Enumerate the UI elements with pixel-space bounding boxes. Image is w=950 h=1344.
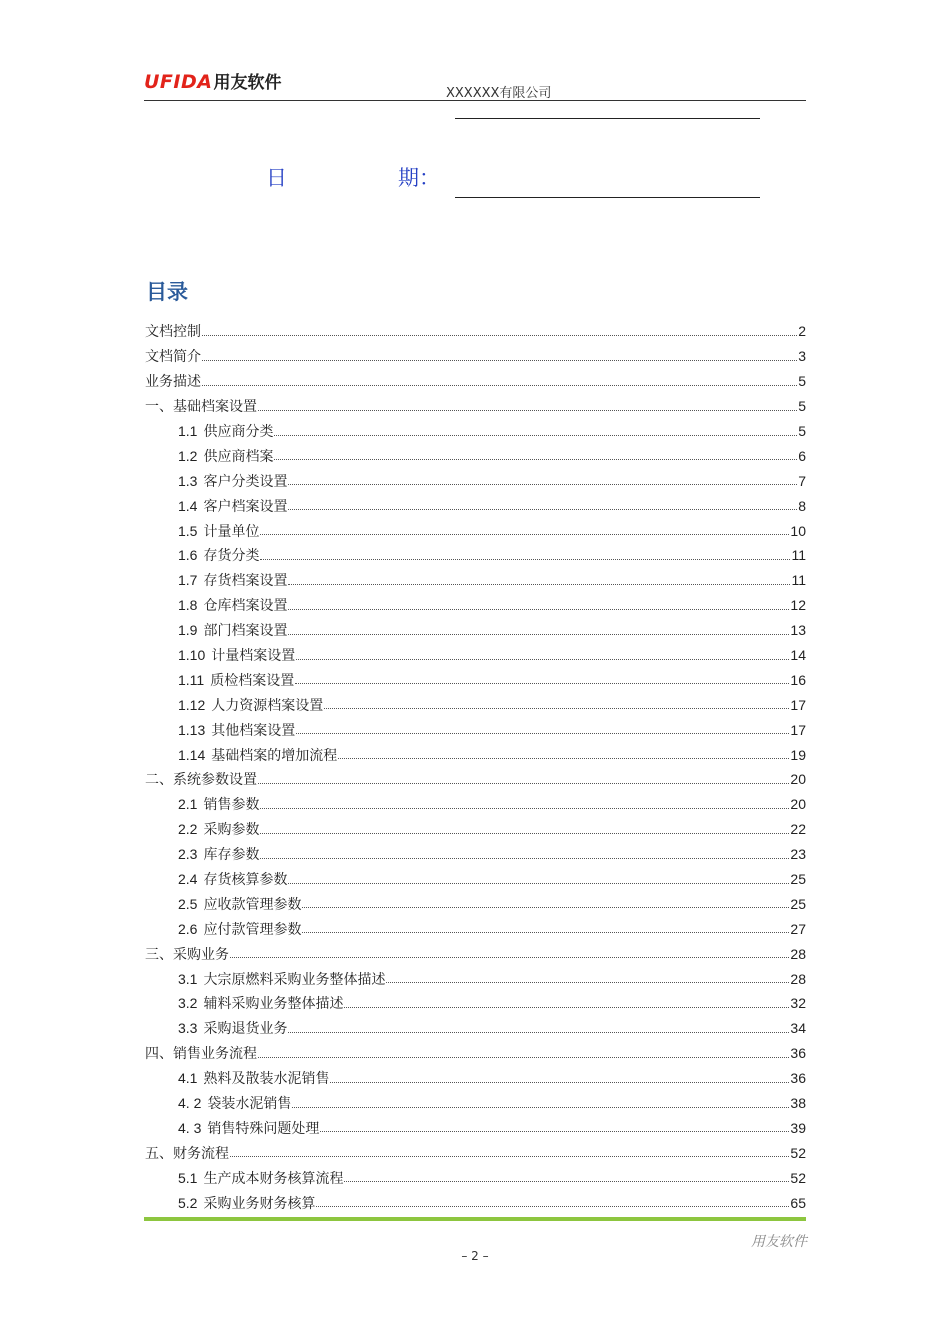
toc-leader-dots (260, 858, 789, 859)
toc-entry-label: 四、销售业务流程 (145, 1046, 257, 1063)
toc-entry[interactable] (145, 394, 806, 419)
toc-leader-dots (288, 1032, 789, 1033)
toc-entry-number: 1.12 (178, 696, 206, 713)
toc-leader-dots (344, 1007, 789, 1008)
toc-entry-label: 其他档案设置 (211, 722, 296, 739)
toc-entry-label: 客户分类设置 (203, 473, 288, 490)
toc-entry-label: 人力资源档案设置 (211, 697, 324, 714)
toc-entry-title (145, 321, 201, 341)
toc-entry[interactable] (145, 518, 806, 543)
toc-leader-dots (258, 410, 797, 411)
toc-entry-number: 2.5 (178, 895, 198, 912)
toc-entry-number: 1.2 (178, 447, 198, 464)
toc-leader-dots (260, 808, 789, 809)
toc-leader-dots (288, 584, 790, 585)
toc-entry-title (145, 769, 257, 789)
toc-leader-dots (324, 708, 789, 709)
toc-entry-page: 5 (798, 398, 806, 415)
logo-chinese-name: 用友软件 (213, 73, 282, 93)
toc-entry-number: 1.3 (178, 472, 198, 489)
toc-entry[interactable] (145, 543, 806, 568)
toc-leader-dots (316, 1206, 789, 1207)
toc-title: 目录 (146, 280, 188, 304)
toc-entry-label: 大宗原燃料采购业务整体描述 (203, 971, 386, 988)
ufida-logo (144, 68, 281, 93)
toc-entry[interactable] (145, 344, 806, 369)
toc-entry-page: 34 (790, 1020, 806, 1037)
toc-entry[interactable] (145, 493, 806, 518)
toc-entry-page: 20 (790, 796, 806, 813)
toc-entry-number: 1.6 (178, 547, 198, 564)
toc-entry-page: 25 (790, 871, 806, 888)
toc-entry[interactable] (145, 618, 806, 643)
toc-entry-label: 熟料及散装水泥销售 (203, 1071, 330, 1088)
toc-entry[interactable] (145, 593, 806, 618)
toc-entry-title (178, 819, 259, 839)
toc-entry-number: 3.3 (178, 1020, 198, 1037)
toc-entry[interactable] (145, 568, 806, 593)
toc-entry[interactable] (145, 1041, 806, 1066)
toc-entry-label: 五、财务流程 (145, 1145, 229, 1162)
toc-entry[interactable] (145, 1190, 806, 1215)
toc-entry-number: 4.1 (178, 1070, 198, 1087)
toc-entry-page: 28 (790, 945, 806, 962)
toc-entry-title (178, 894, 301, 914)
toc-leader-dots (296, 659, 789, 660)
toc-entry-page: 3 (798, 348, 806, 365)
toc-entry[interactable] (145, 991, 806, 1016)
toc-leader-dots (295, 683, 789, 684)
toc-entry-page: 17 (790, 721, 806, 738)
date-label-right: 期： (398, 166, 440, 190)
toc-entry-label: 销售特殊问题处理 (207, 1120, 320, 1137)
toc-entry-title (178, 1068, 329, 1088)
toc-entry-page: 25 (790, 895, 806, 912)
toc-entry-title (178, 745, 337, 765)
toc-entry[interactable] (145, 966, 806, 991)
toc-entry-number: 1.11 (178, 671, 205, 688)
toc-entry-label: 业务描述 (145, 374, 201, 391)
logo-mark: UFIDA (144, 71, 213, 93)
toc-entry-page: 36 (790, 1070, 806, 1087)
toc-entry-page: 65 (790, 1194, 806, 1211)
toc-entry[interactable] (145, 941, 806, 966)
toc-leader-dots (260, 534, 789, 535)
toc-entry-label: 部门档案设置 (203, 623, 288, 640)
header-company-name: XXXXXX有限公司 (446, 86, 552, 101)
toc-entry-page: 27 (790, 920, 806, 937)
toc-entry-label: 应收款管理参数 (203, 896, 302, 913)
toc-entry-title (145, 346, 201, 366)
toc-entry[interactable] (145, 842, 806, 867)
toc-entry-page: 17 (790, 696, 806, 713)
toc-entry-title (178, 570, 287, 590)
toc-leader-dots (288, 609, 789, 610)
toc-leader-dots (344, 1181, 789, 1182)
toc-leader-dots (202, 360, 797, 361)
toc-entry-label: 三、采购业务 (145, 946, 229, 963)
date-label-left: 日 (266, 166, 287, 190)
toc-entry-title (178, 695, 323, 715)
toc-leader-dots (320, 1131, 789, 1132)
toc-entry-number: 1.5 (178, 522, 198, 539)
toc-entry-label: 计量档案设置 (211, 648, 296, 665)
toc-entry-number: 1.4 (178, 497, 198, 514)
toc-entry-title (145, 1043, 257, 1063)
toc-entry-title (178, 446, 273, 466)
toc-entry[interactable] (145, 792, 806, 817)
toc-entry-title (178, 969, 385, 989)
toc-entry-label: 客户档案设置 (203, 498, 288, 515)
toc-entry-page: 19 (790, 746, 806, 763)
toc-entry-title (178, 421, 273, 441)
toc-entry-page: 39 (790, 1119, 806, 1136)
toc-entry[interactable] (145, 717, 806, 742)
toc-entry-title (145, 396, 257, 416)
toc-entry-title (178, 496, 287, 516)
toc-entry-number: 2.3 (178, 846, 198, 863)
toc-entry-label: 供应商档案 (203, 448, 274, 465)
toc-entry-title (178, 1118, 319, 1138)
toc-entry[interactable] (145, 1116, 806, 1141)
toc-leader-dots (260, 559, 790, 560)
toc-entry-title (178, 1093, 291, 1113)
toc-entry-title (178, 645, 295, 665)
toc-entry-page: 10 (790, 522, 806, 539)
toc-entry-title (145, 371, 201, 391)
toc-entry-title (178, 794, 259, 814)
toc-entry-number: 1.10 (178, 647, 206, 664)
toc-entry-number: 1.14 (178, 746, 206, 763)
signature-line (455, 118, 760, 119)
toc-entry[interactable] (145, 891, 806, 916)
toc-entry-number: 1.1 (178, 423, 198, 439)
toc-entry[interactable] (145, 742, 806, 767)
toc-entry-number: 5.2 (178, 1194, 198, 1211)
toc-leader-dots (202, 385, 797, 386)
toc-entry-page: 16 (790, 671, 806, 688)
toc-entry-label: 供应商分类 (203, 424, 274, 440)
toc-entry[interactable] (145, 443, 806, 468)
toc-leader-dots (288, 484, 797, 485)
toc-entry-page: 6 (798, 447, 806, 464)
toc-leader-dots (274, 459, 797, 460)
toc-entry-title (178, 620, 287, 640)
toc-entry-page: 11 (791, 572, 806, 589)
toc-entry-title (178, 919, 301, 939)
toc-entry-label: 销售参数 (203, 797, 260, 814)
toc-entry[interactable] (145, 867, 806, 892)
footer-rule (144, 1217, 806, 1221)
toc-entry[interactable] (145, 468, 806, 493)
toc-leader-dots (330, 1082, 789, 1083)
toc-entry-number: 4. 2 (178, 1095, 202, 1112)
toc-entry-page: 12 (790, 597, 806, 614)
toc-entry[interactable] (145, 667, 806, 692)
toc-entry-title (178, 1193, 315, 1213)
date-line (455, 197, 760, 198)
toc-leader-dots (258, 1057, 789, 1058)
toc-entry-number: 4. 3 (178, 1119, 202, 1136)
toc-leader-dots (274, 435, 797, 436)
toc-entry-page: 20 (790, 771, 806, 788)
toc-leader-dots (260, 833, 789, 834)
toc-entry-title (178, 869, 287, 889)
toc-leader-dots (288, 634, 789, 635)
toc-entry-title (178, 595, 287, 615)
toc-leader-dots (288, 509, 797, 510)
toc-entry-number: 2.6 (178, 920, 198, 937)
toc-leader-dots (338, 758, 789, 759)
page-number: – 2 – (461, 1249, 489, 1263)
header-rule (144, 100, 806, 101)
toc-entry-page: 32 (790, 995, 806, 1012)
toc-entry-number: 1.9 (178, 622, 198, 639)
toc-entry-label: 采购业务财务核算 (203, 1195, 316, 1212)
toc-leader-dots (258, 783, 789, 784)
toc-entry-label: 袋装水泥销售 (207, 1096, 292, 1113)
toc-entry-number: 5.1 (178, 1169, 198, 1186)
toc-entry-title (178, 1168, 343, 1188)
toc-entry-label: 存货档案设置 (203, 573, 288, 590)
toc-entry-title (178, 670, 294, 690)
toc-entry-page: 11 (791, 547, 806, 564)
toc-entry-title (178, 720, 295, 740)
toc-leader-dots (230, 957, 789, 958)
toc-entry-label: 计量单位 (203, 523, 260, 540)
toc-entry[interactable] (145, 643, 806, 668)
toc-entry-label: 文档简介 (145, 349, 201, 366)
toc-entry[interactable] (145, 419, 806, 444)
footer-brand: 用友软件 (751, 1234, 807, 1250)
toc-entry-page: 14 (790, 647, 806, 664)
toc-entry-number: 1.13 (178, 721, 206, 738)
toc-entry-title (178, 521, 259, 541)
toc-entry-label: 基础档案的增加流程 (211, 747, 338, 764)
toc-leader-dots (288, 883, 789, 884)
toc-leader-dots (230, 1156, 789, 1157)
toc-entry-number: 3.2 (178, 995, 198, 1012)
toc-entry[interactable] (145, 916, 806, 941)
toc-entry-page: 2 (798, 323, 806, 340)
toc-entry-page: 22 (790, 821, 806, 838)
toc-entry[interactable] (145, 692, 806, 717)
toc-entry-page: 38 (790, 1095, 806, 1112)
toc-leader-dots (292, 1107, 789, 1108)
toc-entry-title (178, 545, 259, 565)
toc-entry-page: 7 (798, 472, 806, 489)
toc-entry-page: 52 (790, 1144, 806, 1161)
toc-leader-dots (296, 733, 789, 734)
toc-entry-title (178, 1018, 287, 1038)
toc-entry[interactable] (145, 1140, 806, 1165)
toc-entry-number: 2.2 (178, 821, 198, 838)
toc-entry-page: 5 (798, 423, 806, 439)
toc-entry-label: 应付款管理参数 (203, 921, 302, 938)
toc-entry-page: 36 (790, 1045, 806, 1062)
toc-entry[interactable] (145, 369, 806, 394)
toc-entry-page: 28 (790, 970, 806, 987)
toc-entry-label: 生产成本财务核算流程 (203, 1170, 344, 1187)
toc-entry[interactable] (145, 1165, 806, 1190)
toc-entry-label: 辅料采购业务整体描述 (203, 996, 344, 1013)
toc-entry[interactable] (145, 767, 806, 792)
toc-entry-label: 存货核算参数 (203, 872, 288, 889)
toc-entry-label: 采购退货业务 (203, 1021, 288, 1038)
toc-entry-title (178, 844, 259, 864)
toc-entry-title (178, 993, 343, 1013)
toc-leader-dots (302, 932, 789, 933)
toc-entry[interactable] (145, 1066, 806, 1091)
toc-entry-page: 52 (790, 1169, 806, 1186)
toc-entry[interactable] (145, 1016, 806, 1041)
toc-entry-number: 1.7 (178, 572, 198, 589)
toc-entry[interactable] (145, 319, 806, 344)
toc-entry-page: 13 (790, 622, 806, 639)
toc-entry-page: 23 (790, 846, 806, 863)
toc-entry-number: 3.1 (178, 970, 198, 987)
toc-entry-label: 文档控制 (145, 324, 201, 341)
toc-entry-number: 2.4 (178, 871, 198, 888)
toc-entry-title (178, 471, 287, 491)
toc-entry[interactable] (145, 1091, 806, 1116)
toc-entry-label: 库存参数 (203, 847, 260, 864)
toc-leader-dots (302, 907, 789, 908)
toc-entry-label: 一、基础档案设置 (145, 399, 257, 416)
toc-entry-title (145, 1143, 229, 1163)
toc-entry-label: 质检档案设置 (210, 672, 295, 689)
toc-leader-dots (386, 982, 789, 983)
toc-entry-label: 存货分类 (203, 548, 260, 565)
toc-entry-label: 采购参数 (203, 822, 260, 839)
toc-entry-label: 二、系统参数设置 (145, 772, 257, 789)
toc-entry-label: 仓库档案设置 (203, 598, 288, 615)
toc-entry-title (145, 944, 229, 964)
toc-entry-page: 5 (798, 373, 806, 390)
table-of-contents (145, 319, 806, 1215)
toc-leader-dots (202, 335, 797, 336)
toc-entry[interactable] (145, 817, 806, 842)
toc-entry-number: 2.1 (178, 796, 198, 813)
toc-entry-number: 1.8 (178, 597, 198, 614)
toc-entry-page: 8 (798, 497, 806, 514)
